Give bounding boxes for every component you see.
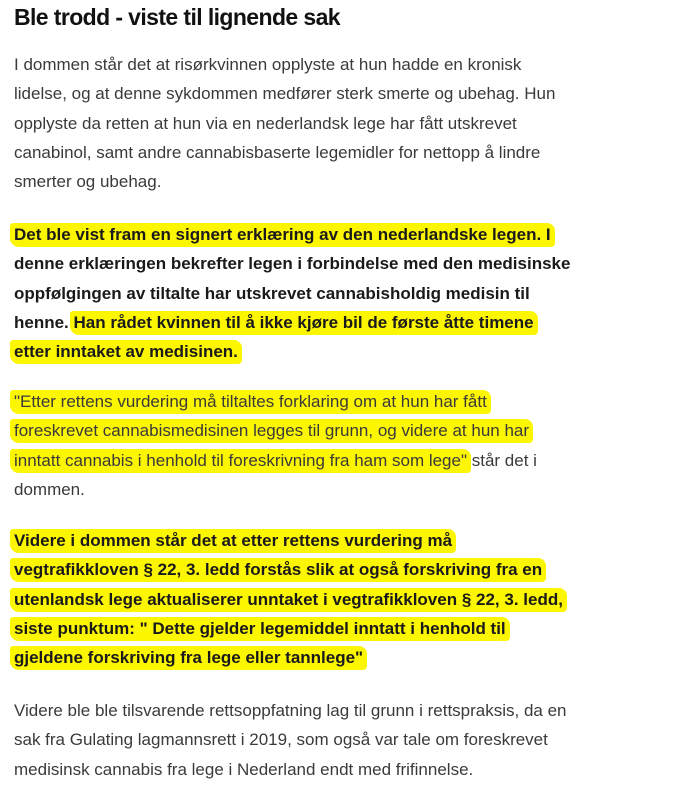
highlight-mark: siste punktum: " Dette gjelder legemiddel inntatt i henhold til <box>14 617 506 641</box>
paragraph-2-line-5 <box>14 337 678 366</box>
paragraph-3-quote <box>14 387 678 504</box>
paragraph-1-line-3: opplyste da retten at hun via en nederlandsk lege har fått utskrevet <box>14 113 517 133</box>
paragraph-3-line-1 <box>14 387 678 416</box>
paragraph-4-line-5 <box>14 643 678 672</box>
highlight-mark: gjeldene forskriving fra lege eller tannlege" <box>14 646 363 670</box>
highlight-mark: vegtrafikkloven § 22, 3. ledd forstås slik at også forskriving fra en <box>14 558 542 582</box>
highlight-mark: Det ble vist fram en signert erklæring av den nederlandske legen. I <box>14 223 551 247</box>
paragraph-4-line-3 <box>14 585 678 614</box>
paragraph-5-line-3: medisinsk cannabis fra lege i Nederland endt med frifinnelse. <box>14 759 474 779</box>
section-heading: Ble trodd - viste til lignende sak <box>14 4 340 30</box>
paragraph-5-line-1: Videre ble ble tilsvarende rettsoppfatning lag til grunn i rettspraksis, da en <box>14 701 567 720</box>
highlight-mark: inntatt cannabis i henhold til foreskrivning fra ham som lege" <box>14 449 467 473</box>
paragraph-1 <box>14 50 678 196</box>
paragraph-1-line-2: lidelse, og at denne sykdommen medfører sterk smerte og ubehag. Hun <box>14 84 556 104</box>
paragraph-5-line-2: sak fra Gulating lagmannsrett i 2019, som også var tale om foreskrevet <box>14 730 548 750</box>
paragraph-3-line-3-plain: står det i <box>467 450 537 470</box>
paragraph-2-line-3: oppfølgingen av tiltalte har utskrevet cannabisholdig medisin til <box>14 283 530 303</box>
paragraph-2-line-4 <box>14 308 678 337</box>
highlight-mark: "Etter rettens vurdering må tiltaltes forklaring om at hun har fått <box>14 390 487 414</box>
highlight-mark: Han rådet kvinnen til å ikke kjøre bil de første åtte timene <box>74 311 534 335</box>
paragraph-2-line-2: denne erklæringen bekrefter legen i forbindelse med den medisinske <box>14 254 571 274</box>
highlight-mark: Videre i dommen står det at etter rettens vurdering må <box>14 529 452 553</box>
paragraph-5 <box>14 696 678 784</box>
highlight-mark: foreskrevet cannabismedisinen legges til grunn, og videre at hun har <box>14 419 529 443</box>
paragraph-1-line-1: I dommen står det at risørkvinnen opplyste at hun hadde en kronisk <box>14 55 522 74</box>
paragraph-2-line-1 <box>14 220 678 249</box>
paragraph-4-bold <box>14 526 678 672</box>
paragraph-4-line-4 <box>14 614 678 643</box>
paragraph-2-bold <box>14 220 678 366</box>
paragraph-3-line-2 <box>14 416 678 445</box>
highlight-mark: etter inntaket av medisinen. <box>14 340 238 364</box>
paragraph-2-line-4-plain: henne. <box>14 312 74 332</box>
paragraph-3-line-4: dommen. <box>14 479 85 499</box>
paragraph-1-line-4: canabinol, samt andre cannabisbaserte legemidler for nettopp å lindre <box>14 142 541 162</box>
paragraph-4-line-2 <box>14 555 678 584</box>
paragraph-3-line-3 <box>14 446 678 475</box>
highlight-mark: utenlandsk lege aktualiserer unntaket i vegtrafikkloven § 22, 3. ledd, <box>14 588 563 612</box>
paragraph-1-line-5: smerter og ubehag. <box>14 172 162 192</box>
paragraph-4-line-1 <box>14 526 678 555</box>
